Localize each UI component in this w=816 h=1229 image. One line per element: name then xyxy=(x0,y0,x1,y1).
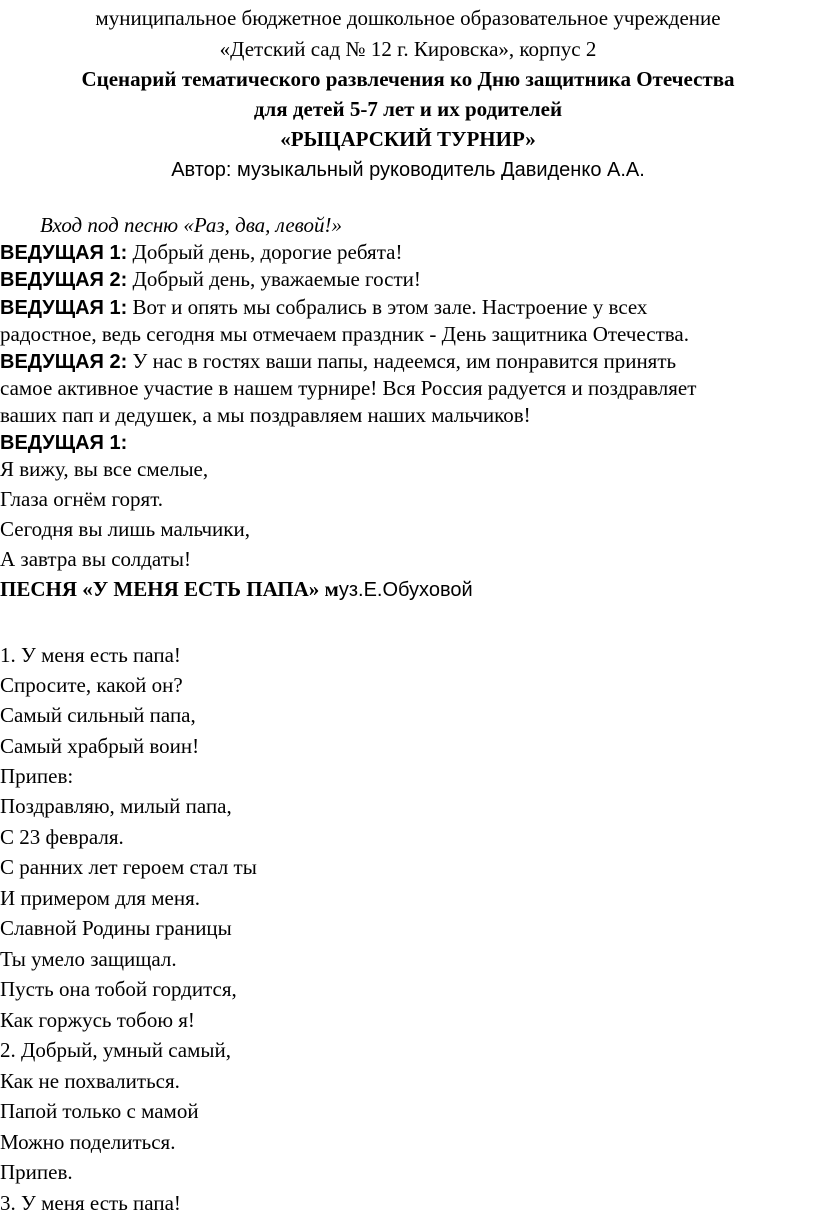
speaker-label: ВЕДУЩАЯ 1: xyxy=(0,297,128,319)
lyrics-line: Папой только с мамой xyxy=(0,1099,199,1123)
song-composer: уз.Е.Обуховой xyxy=(338,579,473,601)
dialogue-line xyxy=(0,294,647,322)
dialogue-line xyxy=(0,266,421,294)
institution-line-1: муниципальное бюджетное дошкольное образовательное учреждение xyxy=(95,6,721,30)
lyrics-line: Пусть она тобой гордится, xyxy=(0,977,237,1001)
lyrics-line: Самый сильный папа, xyxy=(0,703,196,727)
lyrics-line: 2. Добрый, умный самый, xyxy=(0,1038,231,1062)
entrance-note: Вход под песню «Раз, два, левой!» xyxy=(40,213,343,237)
lyrics-line: Как не похвалиться. xyxy=(0,1069,180,1093)
speech-continuation: радостное, ведь сегодня мы отмечаем праздник - День защитника Отечества. xyxy=(0,322,689,346)
dialogue-line xyxy=(0,348,676,376)
lyrics-line: Поздравляю, милый папа, xyxy=(0,794,232,818)
poem-line: Сегодня вы лишь мальчики, xyxy=(0,517,250,541)
lyrics-line: 1. У меня есть папа! xyxy=(0,643,181,667)
speaker-label: ВЕДУЩАЯ 1: xyxy=(0,432,128,454)
speaker-label: ВЕДУЩАЯ 2: xyxy=(0,351,128,373)
speech-continuation: самое активное участие в нашем турнире! Вся Россия радуется и поздравляет xyxy=(0,376,697,400)
institution-line-2: «Детский сад № 12 г. Кировска», корпус 2 xyxy=(219,37,597,61)
lyrics-line: Спросите, какой он? xyxy=(0,673,183,697)
author-line: Автор: музыкальный руководитель Давиденко А.А. xyxy=(171,159,645,181)
lyrics-line: Ты умело защищал. xyxy=(0,947,177,971)
poem-line: А завтра вы солдаты! xyxy=(0,547,191,571)
lyrics-line: С 23 февраля. xyxy=(0,825,124,849)
title-line-2: для детей 5-7 лет и их родителей xyxy=(253,97,563,121)
lyrics-line: Самый храбрый воин! xyxy=(0,734,200,758)
speech-continuation: ваших пап и дедушек, а мы поздравляем наших мальчиков! xyxy=(0,403,531,427)
song-title-bold: ПЕСНЯ «У МЕНЯ ЕСТЬ ПАПА» м xyxy=(0,577,339,601)
speaker-label: ВЕДУЩАЯ 1: xyxy=(0,242,128,264)
lyrics-line: С ранних лет героем стал ты xyxy=(0,855,257,879)
dialogue-line xyxy=(0,429,127,457)
dialogue-line xyxy=(0,239,402,267)
speaker-label: ВЕДУЩАЯ 2: xyxy=(0,269,128,291)
lyrics-line: Припев: xyxy=(0,764,74,788)
lyrics-line: И примером для меня. xyxy=(0,886,200,910)
title-main: «РЫЦАРСКИЙ ТУРНИР» xyxy=(280,127,536,151)
lyrics-line: Славной Родины границы xyxy=(0,916,232,940)
song-title xyxy=(0,576,473,604)
lyrics-line: Как горжусь тобою я! xyxy=(0,1008,195,1032)
lyrics-line: Припев. xyxy=(0,1160,73,1184)
speech-text: У нас в гостях ваши папы, надеемся, им понравится принять xyxy=(132,349,677,373)
lyrics-line: Можно поделиться. xyxy=(0,1130,176,1154)
speech-text: Добрый день, уважаемые гости! xyxy=(132,267,421,291)
poem-line: Я вижу, вы все смелые, xyxy=(0,457,209,481)
lyrics-line: 3. У меня есть папа! xyxy=(0,1191,181,1215)
title-line-1: Сценарий тематического развлечения ко Дню защитника Отечества xyxy=(81,67,735,91)
speech-text: Добрый день, дорогие ребята! xyxy=(132,240,403,264)
speech-text: Вот и опять мы собрались в этом зале. Настроение у всех xyxy=(132,295,648,319)
poem-line: Глаза огнём горят. xyxy=(0,487,164,511)
